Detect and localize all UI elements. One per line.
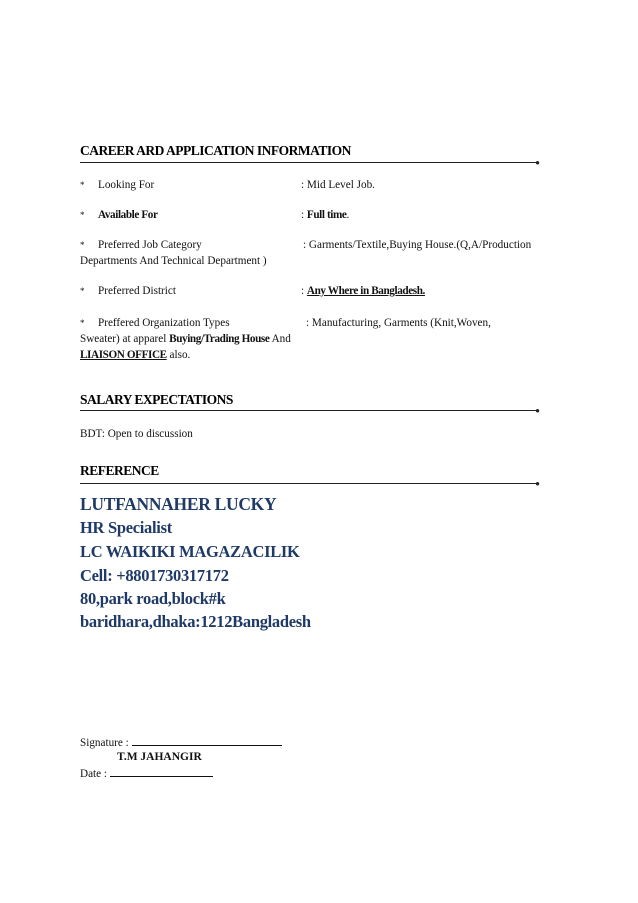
reference-title: HR Specialist: [80, 518, 172, 537]
date-label: Date :: [80, 768, 110, 780]
item-value: : Full time.: [301, 209, 350, 221]
reference-address-line1: 80,park road,block#k: [80, 589, 226, 608]
bullet-icon: *: [80, 180, 85, 190]
bullet-icon: *: [80, 240, 85, 250]
item-continuation-line3: LIAISON OFFICE also.: [80, 349, 191, 361]
item-value: : Manufacturing, Garments (Knit,Woven,: [306, 317, 491, 329]
rule-dot-icon: ●: [535, 158, 540, 167]
item-value: : Any Where in Bangladesh.: [301, 285, 425, 297]
bullet-icon: *: [80, 318, 85, 328]
salary-heading: SALARY EXPECTATIONS: [80, 392, 233, 407]
career-heading: CAREER ARD APPLICATION INFORMATION: [80, 143, 351, 158]
signature-blank: [132, 736, 282, 746]
item-value: : Mid Level Job.: [301, 179, 375, 191]
salary-text: BDT: Open to discussion: [80, 428, 193, 440]
item-label: Preferred Job Category: [98, 239, 202, 251]
reference-address-line2: baridhara,dhaka:1212Bangladesh: [80, 612, 311, 631]
item-label: Preffered Organization Types: [98, 317, 230, 329]
signature-label: Signature :: [80, 737, 132, 749]
salary-rule: [80, 406, 540, 415]
reference-company: LC WAIKIKI MAGAZACILIK: [80, 542, 300, 561]
item-continuation: Departments And Technical Department ): [80, 255, 267, 267]
reference-rule: [80, 479, 540, 488]
item-label: Looking For: [98, 179, 155, 191]
reference-cell: Cell: +8801730317172: [80, 566, 229, 585]
item-continuation: Sweater) at apparel Buying/Trading House And: [80, 333, 291, 345]
bullet-icon: *: [80, 210, 85, 220]
item-label: Available For: [98, 209, 158, 221]
bullet-icon: *: [80, 286, 85, 296]
date-blank: [110, 767, 213, 777]
date-line: [80, 767, 213, 780]
item-label: Preferred District: [98, 285, 176, 297]
reference-name: LUTFANNAHER LUCKY: [80, 494, 277, 514]
item-value: : Garments/Textile,Buying House.(Q,A/Production: [303, 239, 532, 251]
rule-dot-icon: ●: [535, 406, 540, 415]
signature-line: [80, 736, 282, 749]
signature-name: T.M JAHANGIR: [117, 751, 202, 763]
career-rule: [80, 158, 540, 167]
reference-heading: REFERENCE: [80, 463, 159, 478]
rule-dot-icon: ●: [535, 479, 540, 488]
